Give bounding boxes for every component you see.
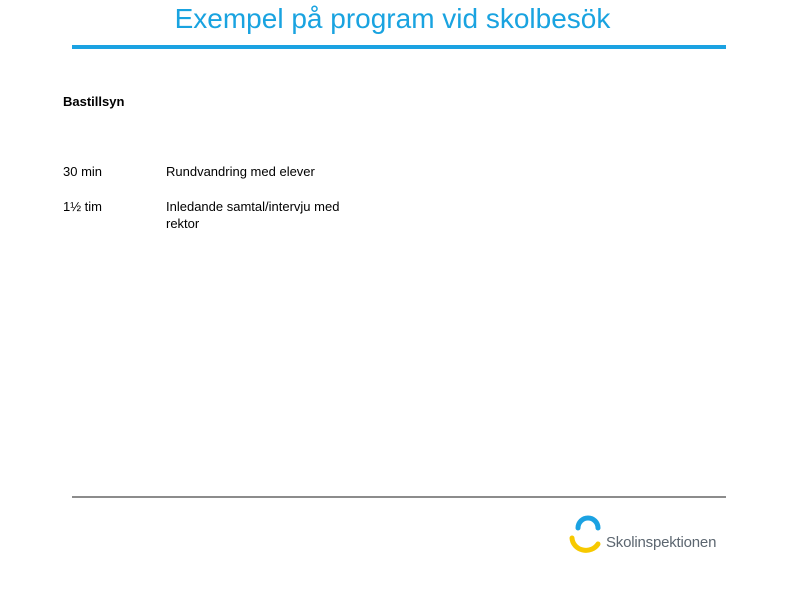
footer-divider: [72, 496, 726, 498]
agenda-time: 1½ tim: [63, 199, 103, 214]
agenda-activity: Inledande samtal/intervju med rektor: [166, 199, 340, 231]
logo-text: Skolinspektionen: [606, 534, 717, 551]
skolinspektionen-logo: [568, 514, 733, 558]
agenda-time: 30 min: [63, 164, 103, 179]
slide-title: Exempel på program vid skolbesök: [174, 3, 611, 34]
title-divider: [72, 45, 726, 49]
skolinspektionen-logo-mark-icon: [568, 514, 606, 554]
section-heading: Bastillsyn: [63, 94, 125, 109]
agenda-activity: Rundvandring med elever: [166, 164, 315, 179]
